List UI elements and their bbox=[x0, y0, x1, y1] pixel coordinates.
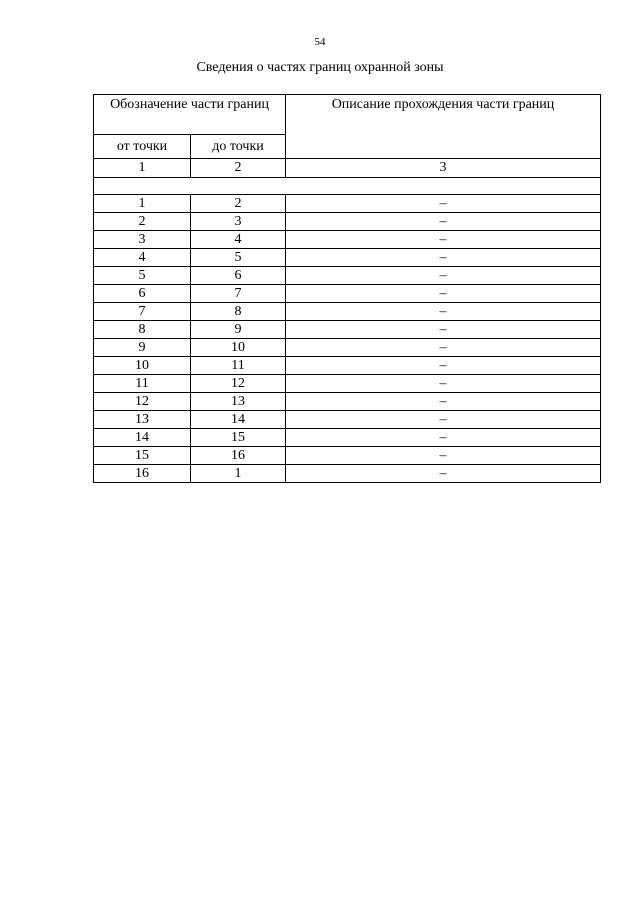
header-boundary-designation: Обозначение части границ bbox=[94, 95, 286, 135]
table-row bbox=[94, 303, 601, 321]
cell-from-point: 10 bbox=[94, 357, 191, 375]
cell-description: – bbox=[286, 429, 601, 447]
cell-from-point: 3 bbox=[94, 231, 191, 249]
table-row bbox=[94, 447, 601, 465]
table-row bbox=[94, 429, 601, 447]
cell-to-point: 2 bbox=[191, 195, 286, 213]
cell-from-point: 6 bbox=[94, 285, 191, 303]
cell-description: – bbox=[286, 357, 601, 375]
cell-description: – bbox=[286, 339, 601, 357]
table-row bbox=[94, 321, 601, 339]
cell-from-point: 8 bbox=[94, 321, 191, 339]
document-title: Сведения о частях границ охранной зоны bbox=[196, 60, 444, 75]
column-number-2: 2 bbox=[191, 159, 286, 178]
cell-from-point: 2 bbox=[94, 213, 191, 231]
header-to-point: до точки bbox=[191, 135, 286, 159]
cell-from-point: 13 bbox=[94, 411, 191, 429]
cell-to-point: 1 bbox=[191, 465, 286, 483]
cell-from-point: 15 bbox=[94, 447, 191, 465]
table-row bbox=[94, 375, 601, 393]
cell-to-point: 12 bbox=[191, 375, 286, 393]
cell-to-point: 9 bbox=[191, 321, 286, 339]
cell-description: – bbox=[286, 249, 601, 267]
empty-row bbox=[94, 178, 601, 195]
cell-from-point: 5 bbox=[94, 267, 191, 285]
cell-description: – bbox=[286, 231, 601, 249]
cell-to-point: 11 bbox=[191, 357, 286, 375]
table-row bbox=[94, 285, 601, 303]
table-row bbox=[94, 195, 601, 213]
empty-cell bbox=[94, 178, 601, 195]
table-row bbox=[94, 231, 601, 249]
cell-to-point: 13 bbox=[191, 393, 286, 411]
table-row bbox=[94, 465, 601, 483]
cell-description: – bbox=[286, 303, 601, 321]
page-number: 54 bbox=[314, 36, 326, 48]
table-row bbox=[94, 213, 601, 231]
table-row bbox=[94, 249, 601, 267]
cell-from-point: 16 bbox=[94, 465, 191, 483]
cell-from-point: 12 bbox=[94, 393, 191, 411]
header-from-point: от точки bbox=[94, 135, 191, 159]
cell-to-point: 10 bbox=[191, 339, 286, 357]
cell-description: – bbox=[286, 267, 601, 285]
cell-description: – bbox=[286, 321, 601, 339]
cell-to-point: 14 bbox=[191, 411, 286, 429]
table-row bbox=[94, 411, 601, 429]
cell-description: – bbox=[286, 195, 601, 213]
table-row bbox=[94, 339, 601, 357]
cell-from-point: 1 bbox=[94, 195, 191, 213]
cell-from-point: 4 bbox=[94, 249, 191, 267]
header-boundary-description: Описание прохождения части границ bbox=[286, 95, 601, 159]
column-numbers-row bbox=[94, 159, 601, 178]
cell-to-point: 4 bbox=[191, 231, 286, 249]
cell-from-point: 9 bbox=[94, 339, 191, 357]
cell-from-point: 11 bbox=[94, 375, 191, 393]
cell-from-point: 7 bbox=[94, 303, 191, 321]
cell-to-point: 16 bbox=[191, 447, 286, 465]
table-row bbox=[94, 393, 601, 411]
table-row bbox=[94, 357, 601, 375]
column-number-3: 3 bbox=[286, 159, 601, 178]
cell-from-point: 14 bbox=[94, 429, 191, 447]
header-row-1 bbox=[94, 95, 601, 135]
cell-to-point: 8 bbox=[191, 303, 286, 321]
cell-to-point: 5 bbox=[191, 249, 286, 267]
cell-description: – bbox=[286, 375, 601, 393]
cell-description: – bbox=[286, 411, 601, 429]
cell-to-point: 15 bbox=[191, 429, 286, 447]
column-number-1: 1 bbox=[94, 159, 191, 178]
table-row bbox=[94, 267, 601, 285]
cell-description: – bbox=[286, 213, 601, 231]
cell-description: – bbox=[286, 465, 601, 483]
cell-to-point: 6 bbox=[191, 267, 286, 285]
cell-to-point: 7 bbox=[191, 285, 286, 303]
cell-description: – bbox=[286, 447, 601, 465]
cell-description: – bbox=[286, 285, 601, 303]
cell-description: – bbox=[286, 393, 601, 411]
boundary-parts-table bbox=[93, 94, 601, 483]
cell-to-point: 3 bbox=[191, 213, 286, 231]
